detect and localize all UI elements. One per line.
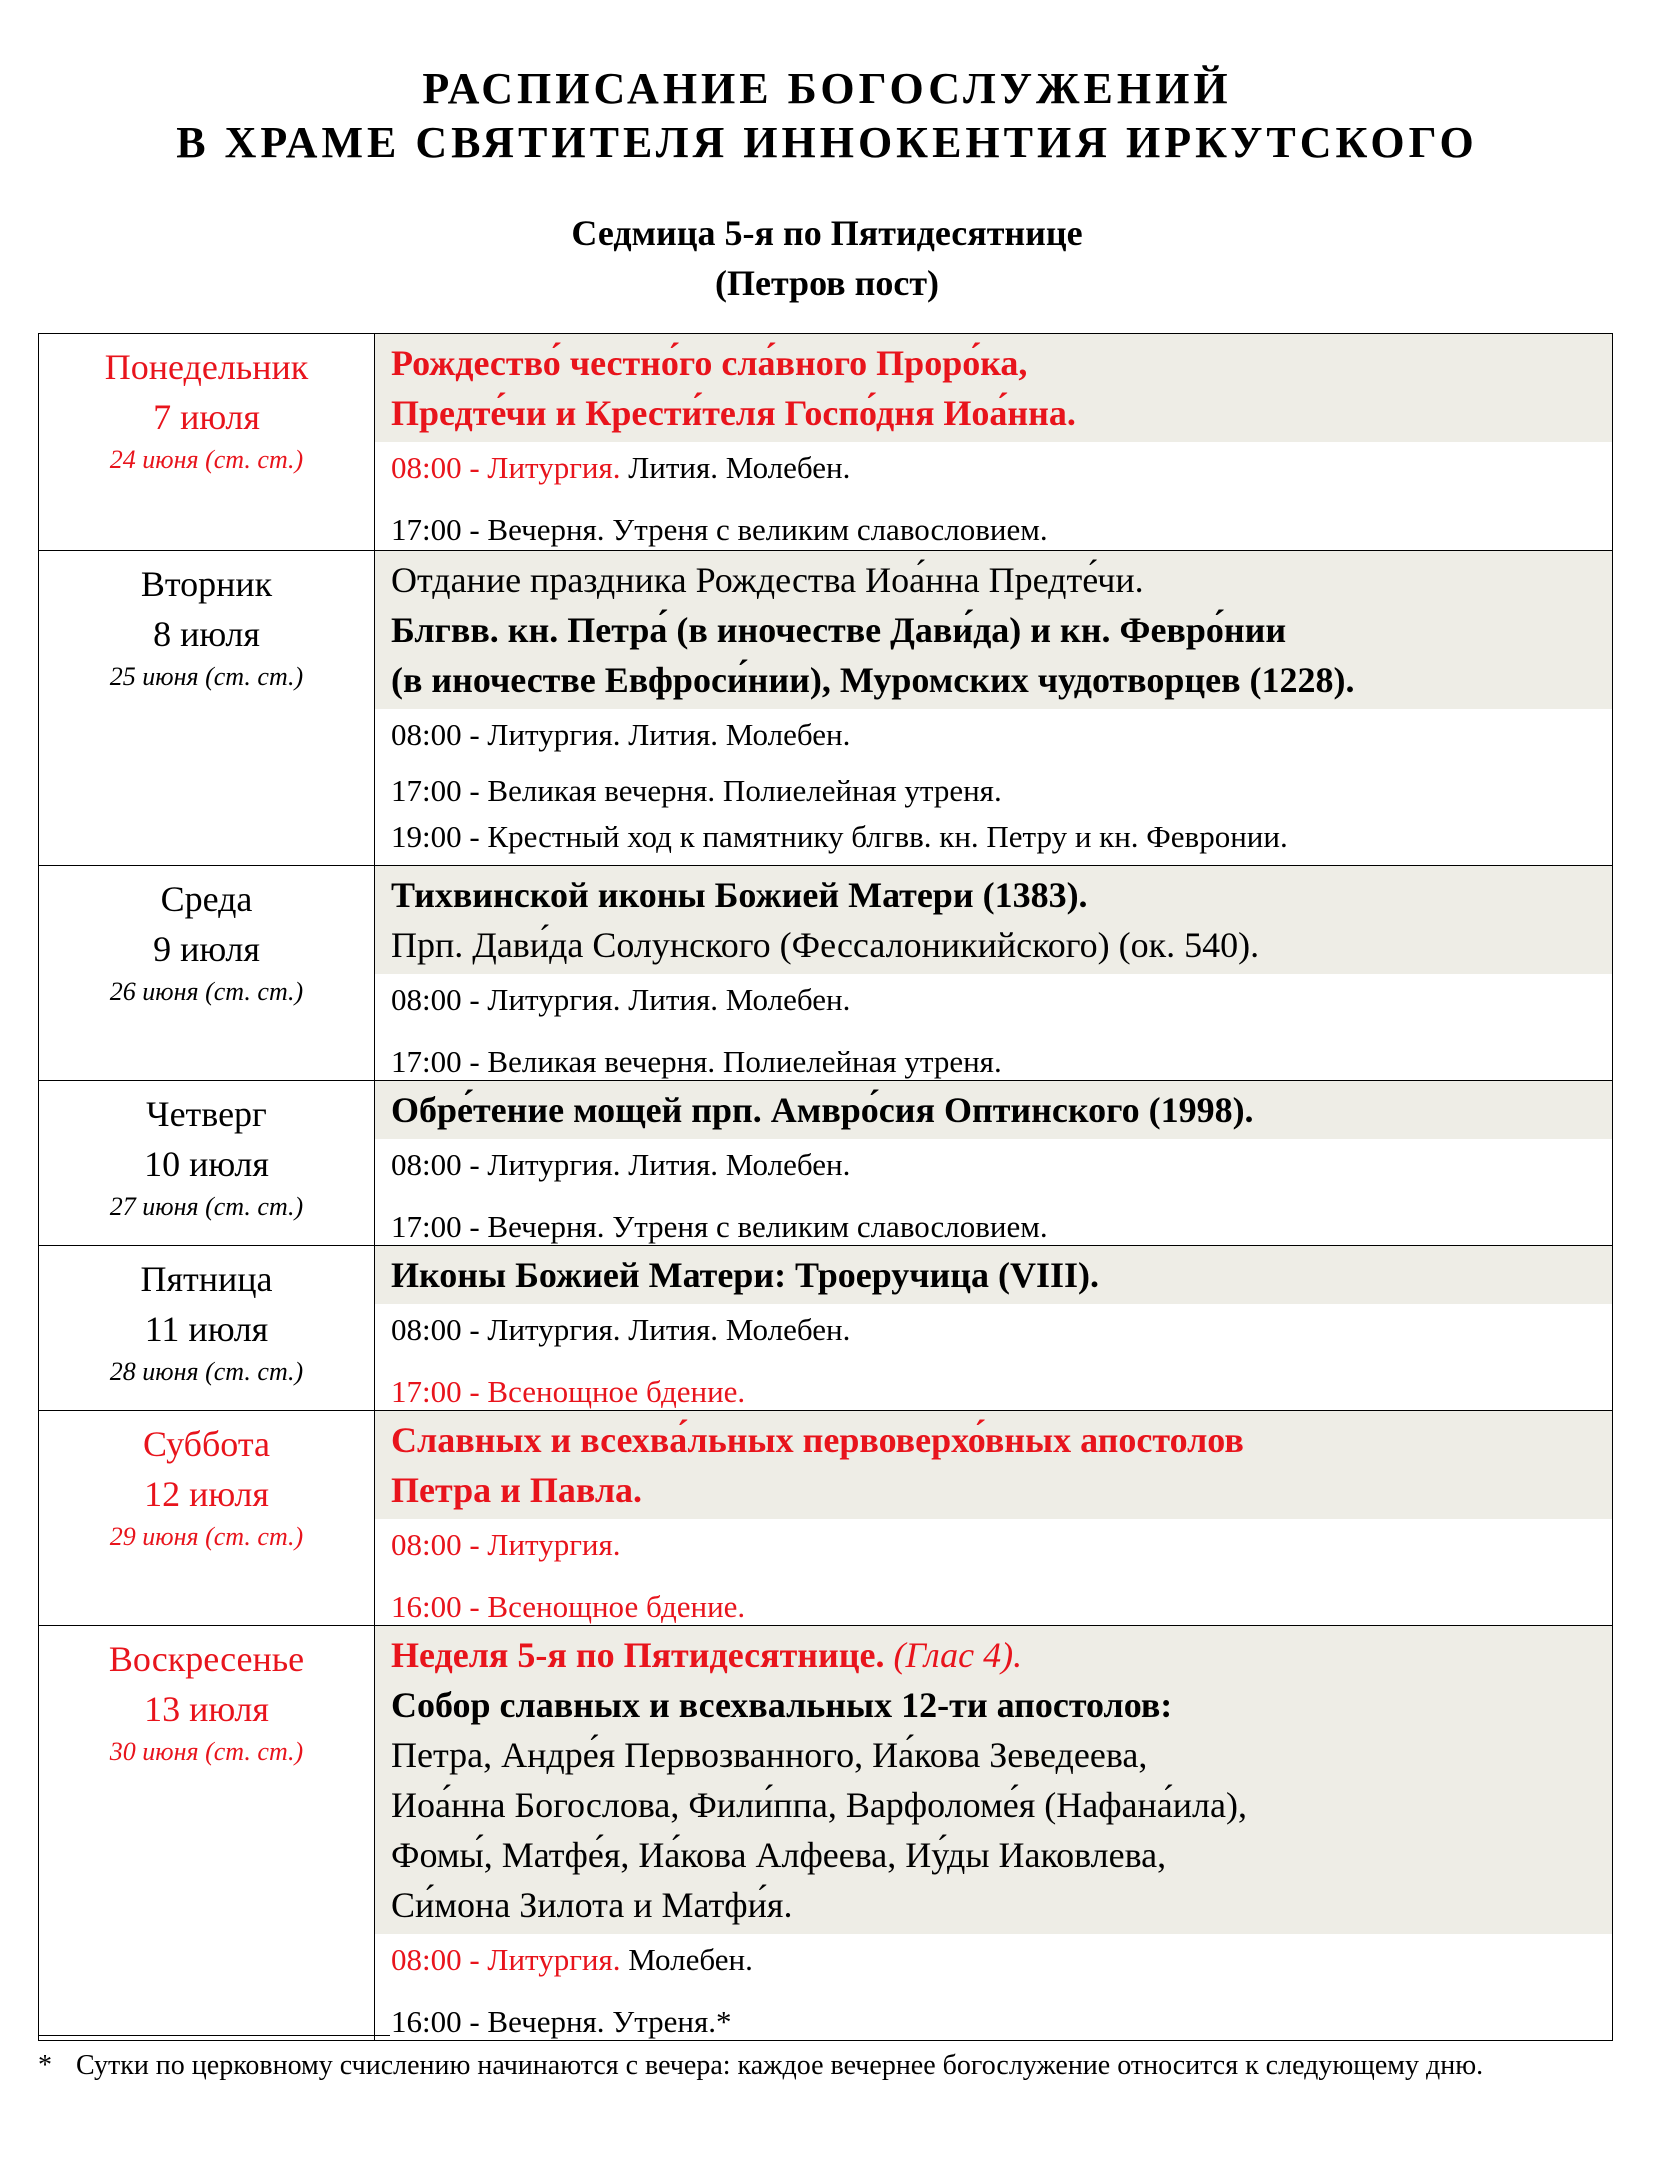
service-line [391,1934,1612,1996]
day-date: 13 июля [144,1689,269,1729]
day-name: Воскресенье [108,1639,305,1679]
day-name: Понедельник [104,347,309,387]
service-line: 17:00 - Всенощное бдение. [391,1374,746,1409]
page-title-line1: РАСПИСАНИЕ БОГОСЛУЖЕНИЙ [422,64,1232,113]
day-date: 9 июля [153,929,260,969]
service-line: 19:00 - Крестный ход к памятнику блгвв. кн. Петру и кн. Февронии. [391,819,1288,854]
feast-line: Славных и всехва́льных первоверхо́вных апостолов [391,1420,1244,1460]
feast-header [375,334,1612,442]
day-old-style-date: 24 июня (ст. ст.) [109,445,304,474]
feast-line: Обре́тение мощей прп. Амвро́сия Оптинского (1998). [391,1090,1254,1130]
feast-line [391,1630,1612,1680]
service-time-red: 08:00 - Литургия. [391,450,621,485]
footnote-divider [38,2035,390,2036]
day-name: Вторник [140,564,273,604]
service-line: 16:00 - Всенощное бдение. [391,1589,746,1624]
service-line: 08:00 - Литургия. Лития. Молебен. [391,717,851,752]
day-name: Четверг [146,1094,267,1134]
table-row-wednesday [39,866,1613,1081]
service-list [375,1139,1612,1245]
day-old-style-date: 30 июня (ст. ст.) [109,1737,304,1766]
footnote [38,2048,1613,2084]
footnote-text: Сутки по церковному счислению начинаются с вечера: каждое вечернее богослужение относится к следующему дню. [76,2050,1484,2081]
service-text: Лития. Молебен. [620,450,851,485]
table-row-tuesday [39,551,1613,866]
feast-line: Рождество́ честно́го сла́вного Проро́ка, [391,343,1028,383]
service-line: 17:00 - Великая вечерня. Полиелейная утреня. [391,773,1002,808]
day-cell [39,1626,375,2041]
feast-line: Тихвинской иконы Божией Матери (1383). [391,875,1088,915]
services-cell [375,551,1613,866]
day-old-style-date: 25 июня (ст. ст.) [109,662,304,691]
service-line: 17:00 - Вечерня. Утреня с великим славословием. [391,512,1048,547]
day-date: 10 июля [144,1144,269,1184]
service-time-red: 08:00 - Литургия. [391,1942,621,1977]
table-row-thursday [39,1081,1613,1246]
day-old-style-date: 28 июня (ст. ст.) [109,1357,304,1386]
feast-header [375,1081,1612,1139]
feast-line: Иконы Божией Матери: Троеручица (VIII). [391,1255,1100,1295]
service-line: 08:00 - Литургия. Лития. Молебен. [391,1312,851,1347]
service-list [375,974,1612,1080]
day-old-style-date: 29 июня (ст. ст.) [109,1522,304,1551]
day-cell [39,1411,375,1626]
feast-line: Петра и Павла. [391,1470,643,1510]
day-name: Пятница [140,1259,273,1299]
day-old-style-date: 27 июня (ст. ст.) [109,1192,304,1221]
day-cell [39,866,375,1081]
day-name: Суббота [143,1424,270,1464]
schedule-table [38,333,1613,2041]
feast-line: Прп. Дави́да Солунского (Фессалоникийского) (ок. 540). [391,925,1260,965]
services-cell [375,1411,1613,1626]
day-date: 7 июля [153,397,260,437]
services-cell [375,866,1613,1081]
services-cell [375,1246,1613,1411]
feast-header [375,1246,1612,1304]
page-title-line2: В ХРАМЕ СВЯТИТЕЛЯ ИННОКЕНТИЯ ИРКУТСКОГО [176,118,1478,167]
service-list [375,1519,1612,1625]
day-name: Среда [160,879,253,919]
table-row-sunday [39,1626,1613,2041]
feast-header [375,551,1612,709]
feast-header [375,1411,1612,1519]
tone-note: (Глас 4). [893,1635,1023,1675]
feast-line: Отдание праздника Рождества Иоа́нна Предте́чи. [391,560,1144,600]
service-line: 17:00 - Вечерня. Утреня с великим славословием. [391,1209,1048,1244]
day-cell [39,334,375,551]
feast-line: Иоа́нна Богослова, Фили́ппа, Варфоломе́я (Нафана́ила), [391,1785,1247,1825]
fast-subtitle: (Петров пост) [714,263,940,303]
day-date: 11 июля [144,1309,269,1349]
service-text: Молебен. [620,1942,753,1977]
day-cell [39,1246,375,1411]
service-line: 17:00 - Великая вечерня. Полиелейная утреня. [391,1044,1002,1079]
feast-line: Собор славных и всехвальных 12-ти апостолов: [391,1685,1173,1725]
service-line: 16:00 - Вечерня. Утреня.* [391,2004,732,2039]
services-cell [375,1626,1613,2041]
service-line: 08:00 - Литургия. Лития. Молебен. [391,1147,851,1182]
day-old-style-date: 26 июня (ст. ст.) [109,977,304,1006]
footnote-mark: * [38,2050,52,2081]
day-cell [39,1081,375,1246]
service-line: 08:00 - Литургия. Лития. Молебен. [391,982,851,1017]
table-row-monday [39,334,1613,551]
sunday-title: Неделя 5-я по Пятидесятнице. [391,1635,885,1675]
day-cell [39,551,375,866]
table-row-friday [39,1246,1613,1411]
feast-line: Си́мона Зилота и Матфи́я. [391,1885,793,1925]
services-cell [375,334,1613,551]
table-row-saturday [39,1411,1613,1626]
feast-line: (в иночестве Евфроси́нии), Муромских чудотворцев (1228). [391,660,1355,700]
services-cell [375,1081,1613,1246]
week-subtitle: Седмица 5-я по Пятидесятнице [571,213,1083,253]
feast-header [375,866,1612,974]
feast-line: Блгвв. кн. Петра́ (в иночестве Дави́да) и кн. Февро́нии [391,610,1287,650]
feast-line: Петра, Андре́я Первозванного, Иа́кова Зеведеева, [391,1735,1148,1775]
service-list [375,1934,1612,2040]
feast-line: Фомы́, Матфе́я, Иа́кова Алфеева, Иу́ды Иаковлева, [391,1835,1167,1875]
feast-line: Предте́чи и Крести́теля Госпо́дня Иоа́нна. [391,393,1076,433]
feast-header [375,1626,1612,1934]
day-date: 12 июля [144,1474,269,1514]
service-line: 08:00 - Литургия. [391,1527,621,1562]
service-list [375,1304,1612,1410]
day-date: 8 июля [153,614,260,654]
service-line [391,442,1612,504]
service-list [375,442,1612,548]
service-list [375,709,1612,855]
